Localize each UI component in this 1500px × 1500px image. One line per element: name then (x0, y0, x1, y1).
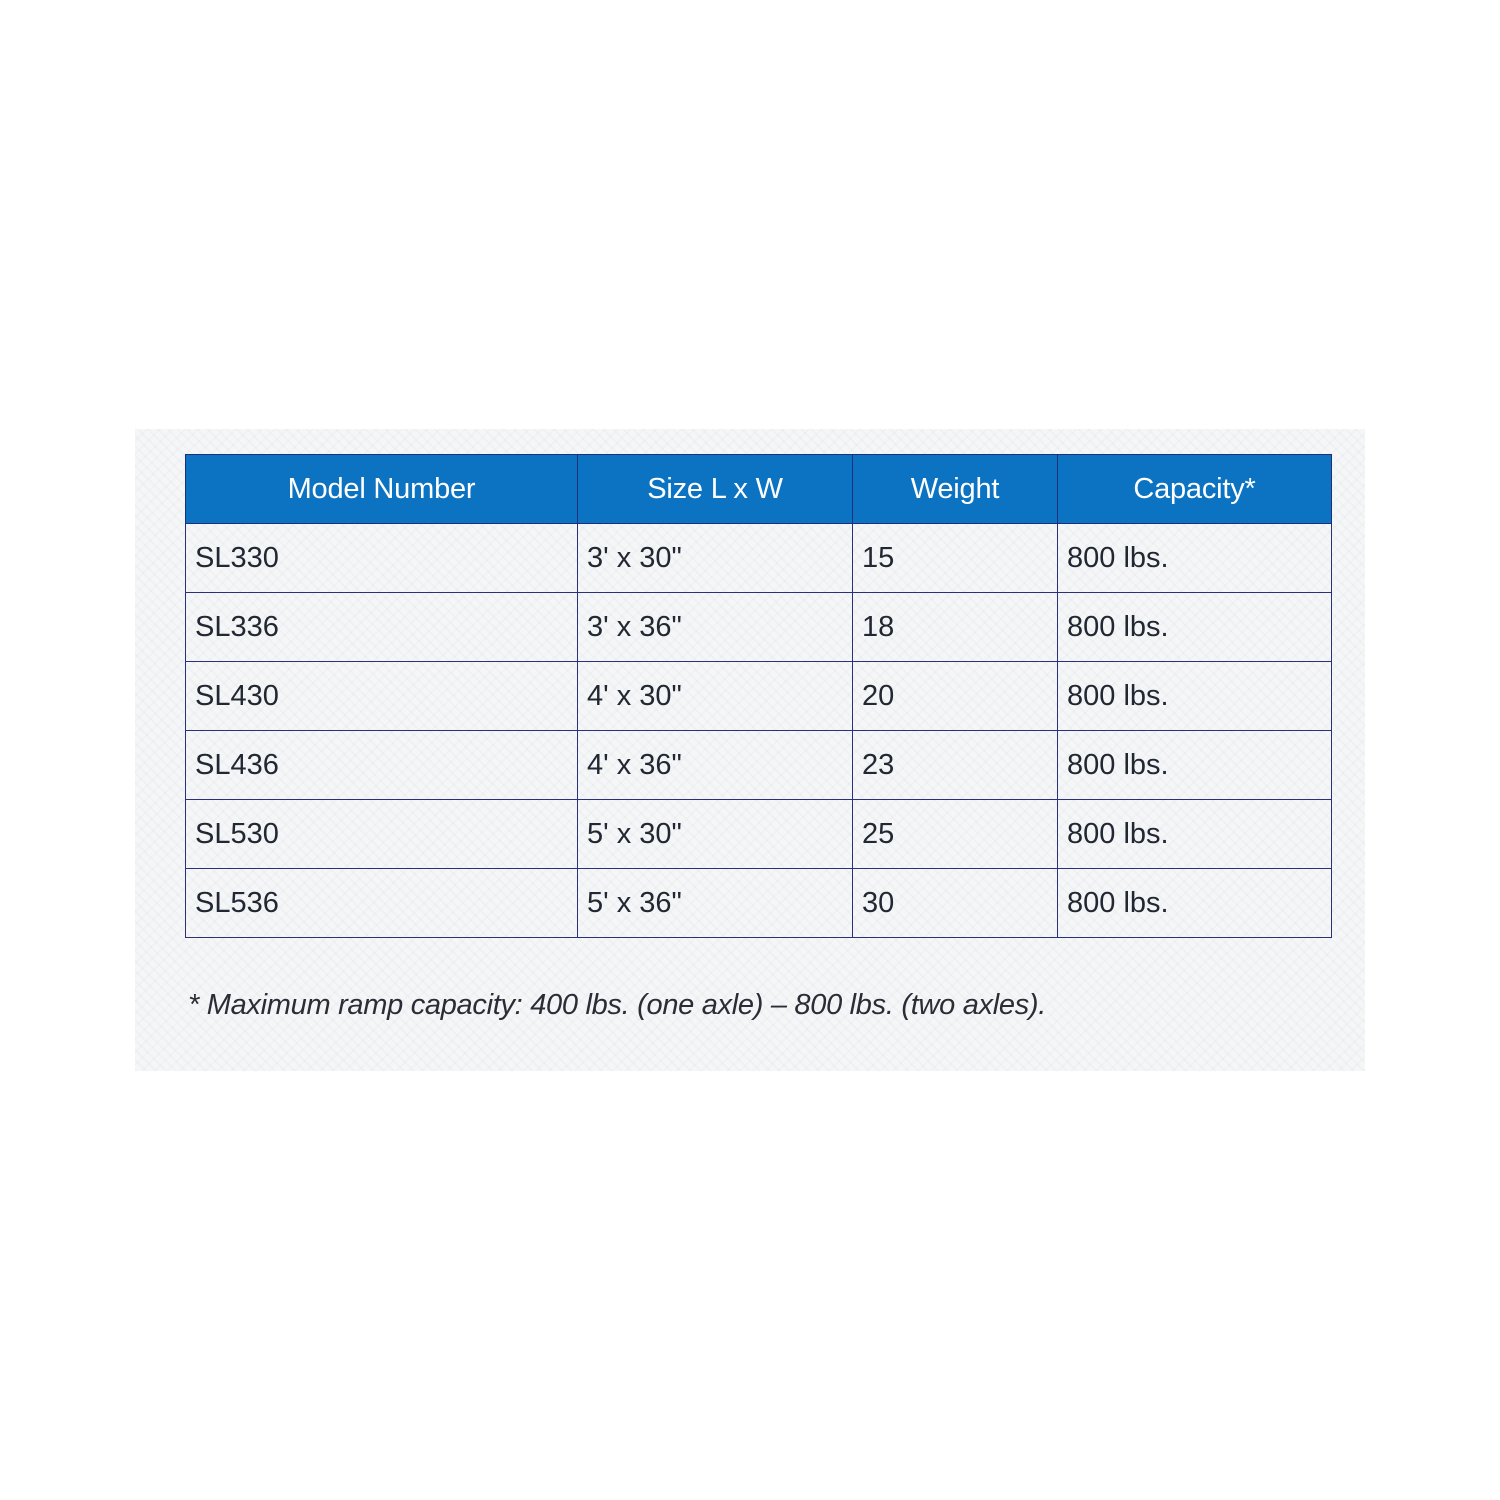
spec-panel (135, 429, 1365, 1071)
cell-model: SL436 (186, 731, 578, 800)
column-header-model-number: Model Number (186, 455, 578, 524)
cell-weight: 23 (853, 731, 1058, 800)
table-row (186, 731, 1332, 800)
cell-model: SL430 (186, 662, 578, 731)
cell-size: 4' x 36" (578, 731, 853, 800)
table-row (186, 869, 1332, 938)
cell-weight: 25 (853, 800, 1058, 869)
column-header-capacity: Capacity* (1058, 455, 1332, 524)
cell-weight: 20 (853, 662, 1058, 731)
table-row (186, 800, 1332, 869)
cell-capacity: 800 lbs. (1058, 731, 1332, 800)
cell-model: SL330 (186, 524, 578, 593)
cell-capacity: 800 lbs. (1058, 869, 1332, 938)
cell-size: 3' x 30" (578, 524, 853, 593)
table-row (186, 593, 1332, 662)
spec-table (185, 454, 1332, 938)
cell-size: 5' x 30" (578, 800, 853, 869)
cell-weight: 18 (853, 593, 1058, 662)
column-header-weight: Weight (853, 455, 1058, 524)
cell-capacity: 800 lbs. (1058, 593, 1332, 662)
cell-model: SL530 (186, 800, 578, 869)
cell-size: 5' x 36" (578, 869, 853, 938)
cell-weight: 30 (853, 869, 1058, 938)
table-row (186, 524, 1332, 593)
column-header-size: Size L x W (578, 455, 853, 524)
cell-capacity: 800 lbs. (1058, 524, 1332, 593)
cell-model: SL336 (186, 593, 578, 662)
capacity-footnote: * Maximum ramp capacity: 400 lbs. (one axle) – 800 lbs. (two axles). (188, 989, 1047, 1021)
table-header-row (186, 455, 1332, 524)
cell-capacity: 800 lbs. (1058, 800, 1332, 869)
cell-size: 4' x 30" (578, 662, 853, 731)
cell-size: 3' x 36" (578, 593, 853, 662)
cell-model: SL536 (186, 869, 578, 938)
cell-capacity: 800 lbs. (1058, 662, 1332, 731)
cell-weight: 15 (853, 524, 1058, 593)
table-row (186, 662, 1332, 731)
